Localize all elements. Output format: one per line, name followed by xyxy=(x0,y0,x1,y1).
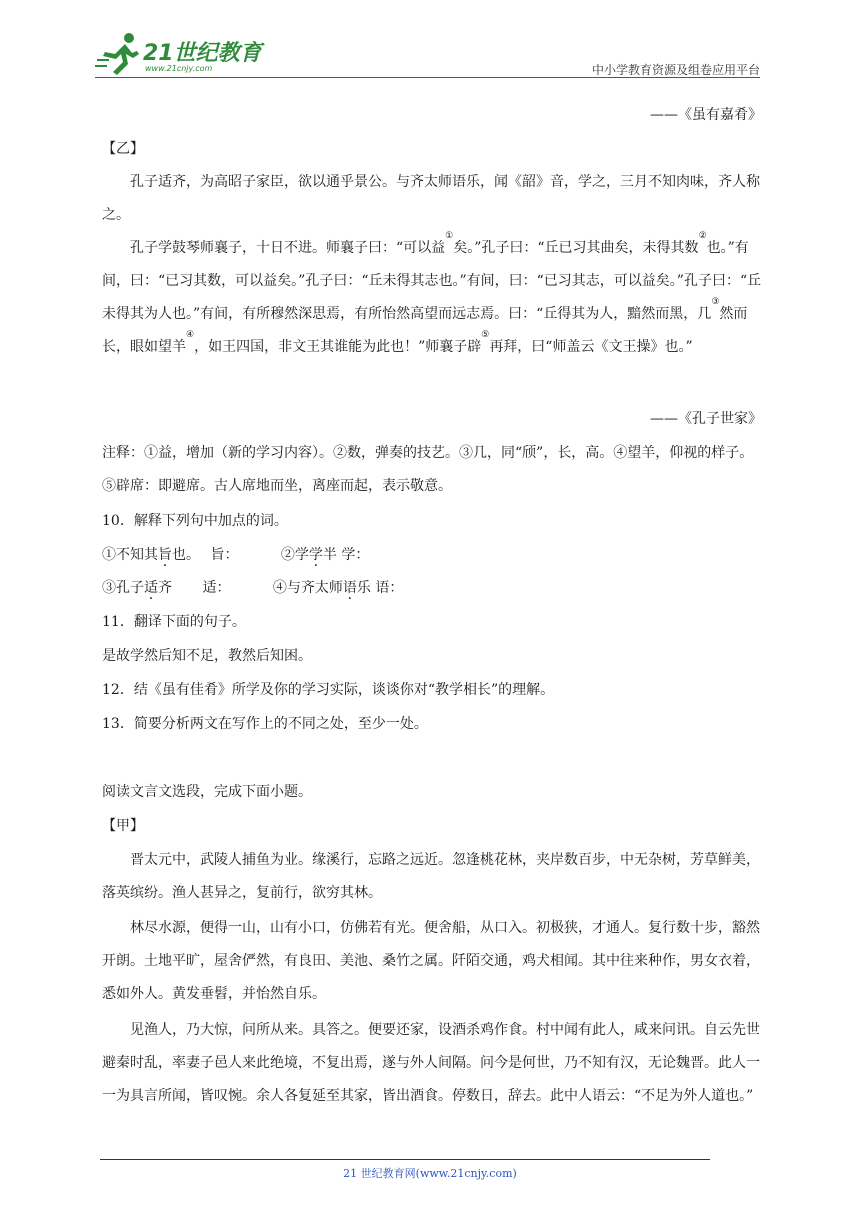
answer-label: 适： xyxy=(202,580,231,596)
text-run: 乐 xyxy=(356,580,371,596)
dotted-word: 旨 xyxy=(158,547,172,563)
jia-paragraph-1: 晋太元中，武陵人捕鱼为业。缘溪行，忘路之远近。忽逢桃花林，夹岸数百步，中无杂树，芳草鲜美，落英缤纷。渔人甚异之，复前行，欲穷其林。 xyxy=(102,852,760,901)
section-label-jia: 【甲】 xyxy=(102,818,144,834)
platform-title: 中小学教育资源及组卷应用平台 xyxy=(591,63,760,77)
yi-paragraph-2 xyxy=(102,232,762,364)
text-run: ④与齐太师 xyxy=(272,580,343,596)
yi-paragraph-1: 孔子适齐，为高昭子家臣，欲以通乎景公。与齐太师语乐，闻《韶》音，学之，三月不知肉味，齐人称之。 xyxy=(102,174,760,223)
question-13: 13．简要分析两文在写作上的不同之处，至少一处。 xyxy=(102,716,428,732)
footnote-marker: ① xyxy=(445,231,454,241)
source-line-1: ——《虽有嘉肴》 xyxy=(650,107,762,123)
site-logo[interactable] xyxy=(95,30,265,78)
footnote-marker: ④ xyxy=(186,330,195,340)
question-10-row-1 xyxy=(102,539,762,572)
answer-label: 语： xyxy=(375,580,404,596)
annotation-notes: 注释：①益，增加（新的学习内容）。②数，弹奏的技艺。③几，同“颀”，长，高。④望羊，仰视的样子。⑤辟席：即避席。古人席地而坐，离座而起，表示敬意。 xyxy=(102,445,754,494)
text-run: ，如王四国，非文王其谁能为此也！”师襄子辟 xyxy=(194,339,482,355)
question-11-sentence: 是故学然后知不足，教然后知困。 xyxy=(102,648,312,664)
text-run: ②学 xyxy=(280,547,309,563)
footer-divider xyxy=(100,1159,710,1160)
text-run: 再拜，曰“师盖云《文王操》也。” xyxy=(489,339,693,355)
footnote-marker: ⑤ xyxy=(481,330,490,340)
footnote-marker: ③ xyxy=(711,297,720,307)
text-run: 半 xyxy=(322,547,337,563)
text-run: ①不知其 xyxy=(102,547,158,563)
footnote-marker: ② xyxy=(698,231,707,241)
page-header xyxy=(95,30,760,80)
text-run: 然而长，眼如望羊 xyxy=(102,306,748,355)
text-run: 孔子学鼓琴师襄子，十日不进。师襄子曰：“可以益 xyxy=(130,240,446,256)
text-run: 矣。”孔子曰：“丘已习其曲矣，未得其数 xyxy=(453,240,699,256)
dotted-word: 适 xyxy=(144,580,158,596)
question-10-row-2 xyxy=(102,572,762,605)
logo-url: www.21cnjy.com xyxy=(145,64,213,73)
answer-label: 旨： xyxy=(210,547,239,563)
dotted-word: 语 xyxy=(342,580,357,596)
answer-label: 学： xyxy=(341,547,370,563)
text-run: 齐 xyxy=(158,580,172,596)
text-run: 也。 xyxy=(172,547,200,563)
logo-text: 21世纪教育 xyxy=(143,41,262,66)
section-label-yi: 【乙】 xyxy=(102,141,144,157)
dotted-word: 学 xyxy=(308,547,323,563)
question-12: 12．结《虽有佳肴》所学及你的学习实际，谈谈你对“教学相长”的理解。 xyxy=(102,682,555,698)
question-11: 11．翻译下面的句子。 xyxy=(102,614,246,630)
jia-paragraph-2: 林尽水源，便得一山，山有小口，仿佛若有光。便舍船，从口入。初极狭，才通人。复行数十步，豁然开朗。土地平旷，屋舍俨然，有良田、美池、桑竹之属。阡陌交通，鸡犬相闻。其中往来种作，男女衣着，悉如外人。黄发垂髫，并怡然自乐。 xyxy=(102,920,760,1002)
footer-link[interactable]: 21 世纪教育网(www.21cnjy.com) xyxy=(343,1167,517,1180)
jia-paragraph-3: 见渔人，乃大惊，问所从来。具答之。便要还家，设酒杀鸡作食。村中闻有此人，咸来问讯。自云先世避秦时乱，率妻子邑人来此绝境，不复出焉，遂与外人间隔。问今是何世，乃不知有汉，无论魏晋。此人一一为具言所闻，皆叹惋。余人各复延至其家，皆出酒食。停数日，辞去。此中人语云：“不足为外人道也。” xyxy=(102,1022,760,1104)
source-line-2: ——《孔子世家》 xyxy=(650,411,762,427)
runner-logo-icon xyxy=(95,30,143,76)
question-10: 10．解释下列句中加点的词。 xyxy=(102,513,288,529)
text-run: ③孔子 xyxy=(102,580,144,596)
text-run: 也。”有间，曰：“已习其数，可以益矣。”孔子曰：“丘未得其志也。”有间，曰：“已习其志，可以益矣。”孔子曰：“丘未得其为人也。”有间，有所穆然深思焉，有所怡然高望而远志焉。曰：“丘得其为人，黯然而黑，几 xyxy=(102,240,762,322)
header-divider xyxy=(95,77,760,78)
reading-intro: 阅读文言文选段，完成下面小题。 xyxy=(102,784,312,800)
